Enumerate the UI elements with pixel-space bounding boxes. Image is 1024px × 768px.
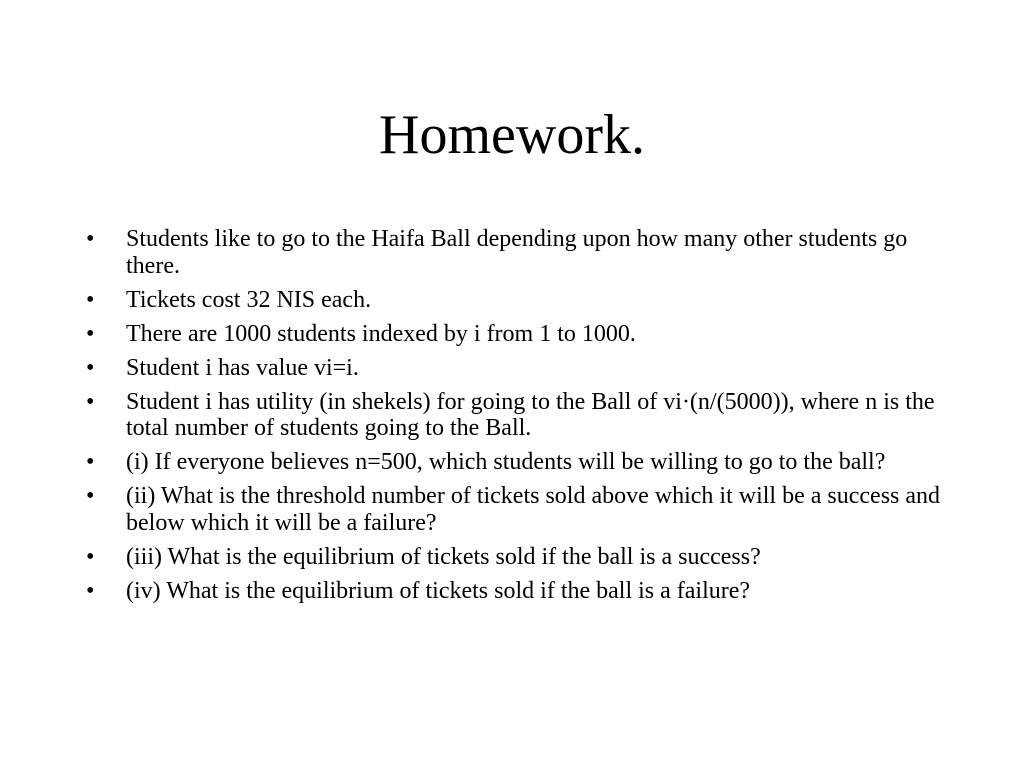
bullet-item — [86, 578, 946, 605]
bullet-icon: • — [86, 286, 95, 313]
bullet-item — [86, 544, 946, 571]
bullet-item — [86, 389, 946, 442]
bullet-icon: • — [86, 577, 95, 604]
bullet-icon: • — [86, 320, 95, 347]
bullet-text: (ii) What is the threshold number of tickets sold above which it will be a success and below which it will be a failure? — [126, 483, 941, 536]
bullet-icon: • — [86, 543, 95, 570]
bullet-text: There are 1000 students indexed by i from 1 to 1000. — [126, 320, 636, 347]
bullet-item — [86, 355, 946, 382]
bullet-icon: • — [86, 449, 95, 475]
bullet-item — [86, 226, 946, 279]
bullet-item — [86, 287, 946, 314]
bullet-text: (i) If everyone believes n=500, which students will be willing to go to the ball? — [126, 449, 886, 475]
bullet-item — [86, 449, 946, 476]
bullet-icon: • — [86, 388, 95, 415]
bullet-item — [86, 483, 946, 536]
bullet-text: Tickets cost 32 NIS each. — [126, 286, 372, 313]
bullet-icon: • — [86, 483, 95, 509]
bullet-text: Student i has value vi=i. — [126, 354, 359, 381]
bullet-text: Student i has utility (in shekels) for going to the Ball of vi·(n/(5000)), where n is the total number of students going to the Ball. — [126, 388, 935, 441]
slide-title: Homework. — [379, 104, 645, 166]
bullet-list — [86, 226, 946, 612]
bullet-text: Students like to go to the Haifa Ball depending upon how many other students go there. — [126, 226, 908, 279]
bullet-icon: • — [86, 226, 95, 252]
bullet-text: (iii) What is the equilibrium of tickets sold if the ball is a success? — [126, 543, 761, 570]
bullet-item — [86, 321, 946, 348]
bullet-icon: • — [86, 354, 95, 381]
bullet-text: (iv) What is the equilibrium of tickets sold if the ball is a failure? — [126, 577, 751, 604]
